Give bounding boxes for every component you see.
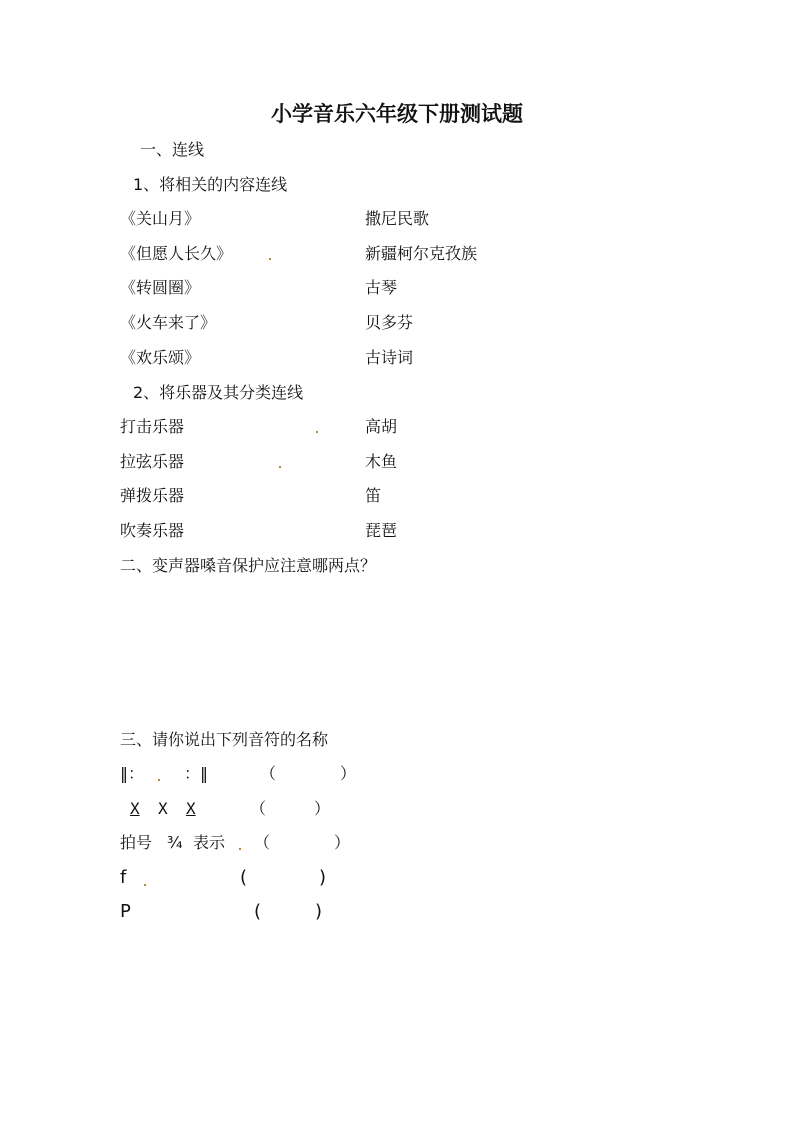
answer-blank: （ ） bbox=[250, 799, 331, 818]
answer-blank: （ ） bbox=[260, 764, 357, 783]
note-x: X bbox=[158, 799, 168, 818]
repeat-start-symbol: ‖： bbox=[120, 764, 145, 783]
answer-blank: ( ) bbox=[240, 867, 327, 888]
q1-prompt: 1、将相关的内容连线 bbox=[133, 175, 288, 194]
q2-right-item: 琵琶 bbox=[365, 521, 398, 540]
piano-symbol: P bbox=[120, 901, 131, 922]
time-signature-value: ¾ bbox=[167, 833, 183, 852]
q2-left-item: 弹拨乐器 bbox=[120, 486, 185, 505]
section1-heading: 一、连线 bbox=[140, 140, 205, 159]
time-signature-label: 拍号 bbox=[120, 833, 153, 852]
q2-right-item: 木鱼 bbox=[365, 452, 398, 471]
q1-right-item: 古琴 bbox=[365, 278, 398, 297]
stray-dot bbox=[269, 258, 271, 260]
q2-left-item: 拉弦乐器 bbox=[120, 452, 185, 471]
q1-right-item: 新疆柯尔克孜族 bbox=[365, 244, 478, 263]
forte-symbol: f bbox=[120, 867, 127, 888]
q1-left-item: 《但愿人长久》 bbox=[120, 244, 233, 263]
repeat-end-symbol: ：‖ bbox=[184, 764, 209, 783]
time-signature-suffix: 表示 bbox=[193, 833, 226, 852]
q2-left-item: 打击乐器 bbox=[120, 417, 185, 436]
q1-left-item: 《火车来了》 bbox=[120, 313, 217, 332]
q2-right-item: 笛 bbox=[365, 486, 382, 505]
q2-prompt: 2、将乐器及其分类连线 bbox=[133, 383, 304, 402]
stray-dot bbox=[158, 779, 160, 781]
note-x: X bbox=[130, 799, 140, 818]
q1-right-item: 古诗词 bbox=[365, 348, 414, 367]
stray-dot bbox=[144, 884, 146, 886]
q1-right-item: 贝多芬 bbox=[365, 313, 414, 332]
q1-left-item: 《转圆圈》 bbox=[120, 278, 201, 297]
q1-right-item: 撒尼民歌 bbox=[365, 209, 430, 228]
q2-left-item: 吹奏乐器 bbox=[120, 521, 185, 540]
q1-left-item: 《欢乐颂》 bbox=[120, 348, 201, 367]
stray-dot bbox=[279, 466, 281, 468]
stray-dot bbox=[239, 848, 241, 850]
q1-left-item: 《关山月》 bbox=[120, 209, 201, 228]
stray-dot bbox=[316, 431, 318, 433]
q2-right-item: 高胡 bbox=[365, 417, 398, 436]
section3-heading: 三、请你说出下列音符的名称 bbox=[120, 730, 329, 749]
answer-blank: （ ） bbox=[254, 833, 351, 852]
answer-blank: ( ) bbox=[254, 901, 323, 922]
section2-heading: 二、变声器嗓音保护应注意哪两点？ bbox=[120, 556, 377, 575]
note-x: X bbox=[186, 799, 196, 818]
page-title: 小学音乐六年级下册测试题 bbox=[271, 101, 523, 126]
